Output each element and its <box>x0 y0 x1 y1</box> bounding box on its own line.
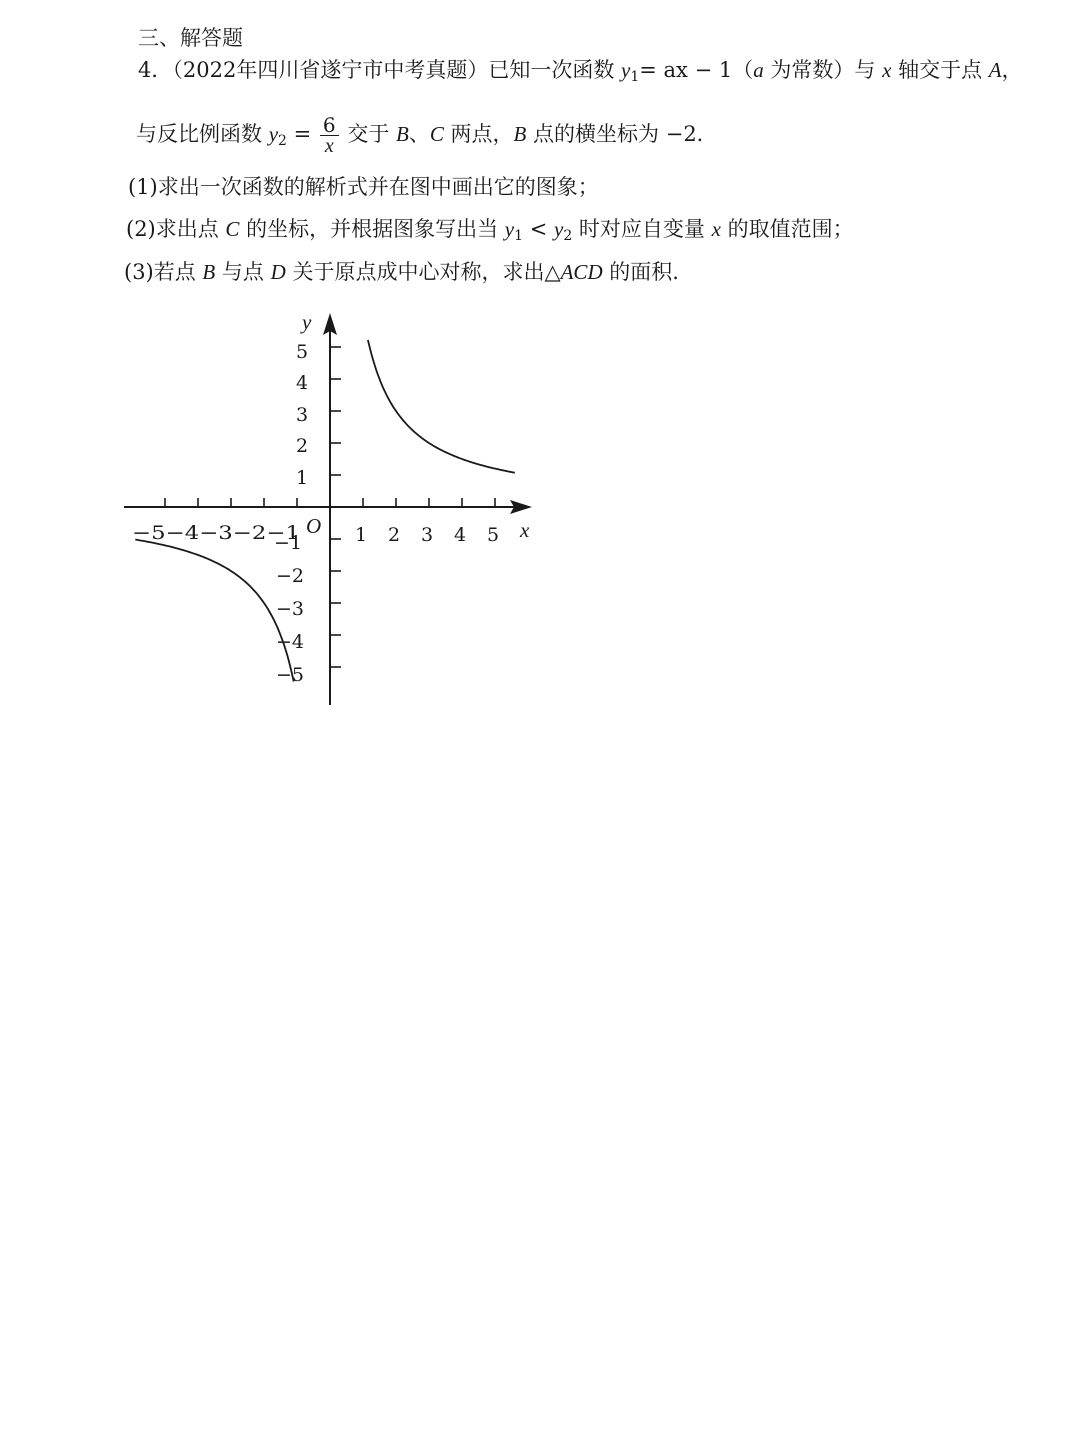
y-tick-label-neg4: −4 <box>276 631 305 653</box>
y-tick-label-neg5: −5 <box>276 664 305 686</box>
fraction-6-over-x: $\frac{6}{x}$ <box>320 115 339 156</box>
question-3: (3)若点 B 与点 D 关于原点成中心对称，求出△ACD 的面积. <box>124 260 679 284</box>
y-tick-label-1: 1 <box>296 467 309 489</box>
coordinate-graph <box>110 305 550 715</box>
y-tick-label-4: 4 <box>296 372 309 394</box>
x-tick-label-5: 5 <box>487 524 500 546</box>
y-axis-label: y <box>302 310 312 334</box>
origin-label: O <box>306 514 322 538</box>
axes <box>124 323 522 705</box>
hyperbola-branch-left <box>135 540 293 682</box>
problem-line-1: 4．（2022年四川省遂宁市中考真题）已知一次函数 $y_1=$ ax − 1（a 为常数）与 x 轴交于点 A， <box>138 58 1023 85</box>
section-title: 三、解答题 <box>138 26 243 50</box>
y-tick-label-5: 5 <box>296 341 309 363</box>
x-tick-label-2: 2 <box>388 524 401 546</box>
y-tick-label-neg2: −2 <box>276 565 305 587</box>
question-1: (1)求出一次函数的解析式并在图中画出它的图象； <box>128 175 599 199</box>
problem-line-2: 与反比例函数 $y_2$ = $\frac{6}{x}$ 交于 B、C 两点，B 点的横坐标为 −2． <box>136 113 718 157</box>
y-tick-label-neg1: −1 <box>274 532 303 554</box>
x-axis-label: x <box>520 518 530 542</box>
y-tick-label-2: 2 <box>296 435 309 457</box>
y-tick-label-3: 3 <box>296 404 309 426</box>
hyperbola-branch-right <box>368 340 515 473</box>
x-tick-labels-negative: −5−4−3−2−1 <box>132 522 300 544</box>
question-2: (2)求出点 C 的坐标，并根据图象写出当 $y_1 < y_2$ 时对应自变量 x 的取值范围； <box>126 217 854 244</box>
x-tick-label-3: 3 <box>421 524 434 546</box>
y-tick-label-neg3: −3 <box>276 598 305 620</box>
x-tick-label-1: 1 <box>355 524 368 546</box>
x-tick-label-4: 4 <box>454 524 467 546</box>
